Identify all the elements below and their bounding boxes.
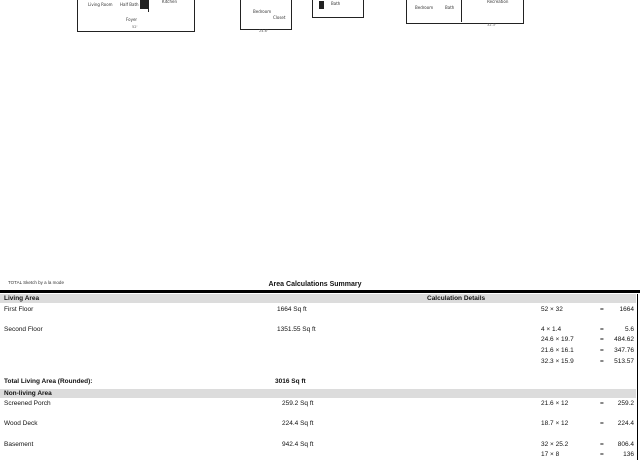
calc-result: 259.2	[617, 400, 634, 407]
total-label: Total Living Area (Rounded):	[4, 378, 93, 385]
dimension-label: 32.3'	[487, 23, 496, 27]
area-value: 942.4 Sq ft	[282, 441, 314, 448]
table-border	[637, 294, 638, 460]
summary-title: Area Calculations Summary	[268, 281, 362, 288]
floor-plan-second	[240, 0, 292, 33]
floor-plan-second-annex	[312, 0, 364, 18]
calc-result: 136	[623, 451, 634, 458]
calc-equals: =	[600, 420, 604, 427]
room-label: Bath	[331, 1, 341, 6]
calc-equals: =	[600, 336, 604, 343]
room-label: Half Bath	[120, 2, 139, 7]
area-name: Basement	[4, 441, 34, 448]
calc-equals: =	[600, 306, 604, 313]
calc-expression: 32 × 25.2	[541, 441, 569, 448]
area-value: 1351.55 Sq ft	[277, 326, 316, 333]
calc-result: 1664	[619, 306, 634, 313]
calc-equals: =	[600, 451, 604, 458]
room-label: Recreation	[487, 0, 509, 4]
calc-equals: =	[600, 358, 604, 365]
floor-plan-first	[77, 0, 195, 32]
area-value: 224.4 Sq ft	[282, 420, 314, 427]
room-divider	[148, 0, 149, 12]
room-label: Foyer	[126, 17, 138, 22]
room-label: Closet	[273, 15, 286, 20]
calc-equals: =	[600, 400, 604, 407]
calc-expression: 17 × 8	[541, 451, 560, 458]
calc-result: 806.4	[617, 441, 634, 448]
floor-plan-basement	[406, 0, 524, 27]
room-divider	[461, 0, 462, 22]
room-label: Bath	[445, 5, 455, 10]
calc-result: 5.6	[624, 326, 634, 333]
details-header: Calculation Details	[427, 295, 486, 302]
non-living-area-header	[0, 389, 636, 398]
calc-result: 484.62	[614, 336, 634, 343]
calc-equals: =	[600, 441, 604, 448]
calc-result: 513.57	[614, 358, 634, 365]
section-title: Living Area	[4, 295, 40, 302]
stair-symbol	[140, 0, 148, 9]
calc-expression: 32.3 × 15.9	[541, 358, 574, 365]
dimension-label: 52'	[132, 25, 138, 29]
calc-expression: 21.6 × 12	[541, 400, 569, 407]
total-value: 3016 Sq ft	[275, 378, 306, 385]
calc-expression: 18.7 × 12	[541, 420, 569, 427]
area-name: Screened Porch	[4, 400, 51, 407]
sketch-credit: TOTAL Sketch by a la mode	[8, 280, 64, 285]
area-name: Wood Deck	[4, 420, 38, 427]
area-value: 1664 Sq ft	[277, 306, 307, 313]
calc-equals: =	[600, 347, 604, 354]
calc-expression: 52 × 32	[541, 306, 563, 313]
room-label: Bedroom	[253, 9, 272, 14]
stair-symbol	[319, 1, 324, 9]
section-divider	[0, 290, 640, 293]
section-title: Non-living Area	[4, 390, 52, 397]
calc-expression: 4 × 1.4	[541, 326, 562, 333]
room-label: Kitchen	[162, 0, 178, 4]
calc-result: 224.4	[617, 420, 634, 427]
calc-result: 347.76	[614, 347, 634, 354]
area-value: 259.2 Sq ft	[282, 400, 314, 407]
room-label: Bedroom	[415, 5, 434, 10]
area-name: Second Floor	[4, 326, 43, 333]
calc-equals: =	[600, 326, 604, 333]
area-name: First Floor	[4, 306, 34, 313]
calc-expression: 21.6 × 16.1	[541, 347, 574, 354]
room-label: Living Room	[88, 2, 113, 7]
dimension-label: 24.6'	[259, 29, 268, 33]
calc-expression: 24.6 × 19.7	[541, 336, 574, 343]
living-area-header	[0, 294, 636, 303]
